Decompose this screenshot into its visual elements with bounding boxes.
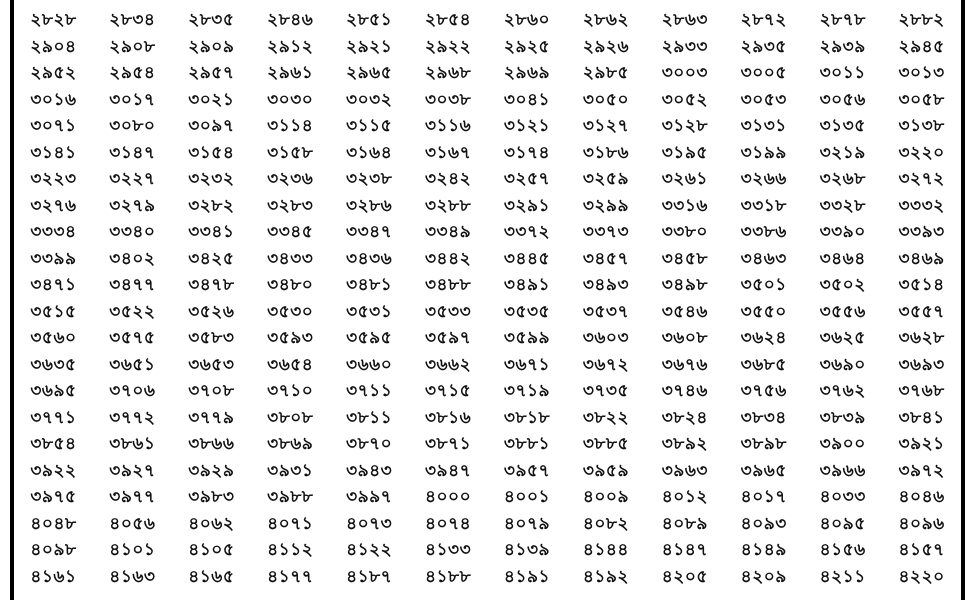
number-cell: ২৮৬০ <box>503 10 551 31</box>
number-cell: ৩৬২৪ <box>740 328 787 349</box>
number-cell: ৩২২৩ <box>30 169 77 190</box>
number-cell: ৪১৭৭ <box>267 566 314 587</box>
number-cell: ৩৭৬৮ <box>898 381 945 402</box>
number-cell: ৩৩৮৬ <box>740 222 787 243</box>
number-cell: ৩২৭৯ <box>109 195 156 216</box>
number-cell: ৪২২০ <box>898 566 945 587</box>
number-cell: ৩৩১৬ <box>661 195 708 216</box>
number-cell: ৩৯২১ <box>898 434 945 455</box>
number-cell: ৩৫৯৩ <box>267 328 314 349</box>
number-cell: ৪০০০ <box>424 487 472 508</box>
number-cell: ৩২৬৬ <box>740 169 787 190</box>
number-cell: ৩০১৩ <box>898 63 945 84</box>
number-cell: ৩২২০ <box>898 142 945 163</box>
number-cell: ৪০০৯ <box>582 487 629 508</box>
number-cell: ৩২৮৬ <box>346 195 393 216</box>
number-cell: ৩৬৫৪ <box>267 354 314 375</box>
number-cell: ৩৯৪৩ <box>346 460 393 481</box>
number-cell: ৩৯০০ <box>819 434 866 455</box>
number-cell: ২৯১২ <box>267 36 314 57</box>
number-cell: ৩১৯৫ <box>661 142 708 163</box>
number-cell: ৩৩৯০ <box>819 222 866 243</box>
number-cell: ৩৫১৪ <box>898 275 945 296</box>
number-cell: ৩৮৭১ <box>424 434 472 455</box>
number-cell: ৪১৮৮ <box>425 566 472 587</box>
number-cell: ৩৪৮৮ <box>424 275 472 296</box>
number-cell: ২৯৮৫ <box>582 63 629 84</box>
number-cell: ৩০৩০ <box>267 89 314 110</box>
number-cell: ৩৪৮০ <box>267 275 314 296</box>
number-cell: ৩৪৯৩ <box>582 275 629 296</box>
number-cell: ৩৬০৮ <box>661 328 708 349</box>
number-cell: ২৯০৮ <box>109 36 156 57</box>
number-cell: ৩৮২৪ <box>661 407 708 428</box>
number-table <box>14 8 961 591</box>
number-cell: ৩১১৪ <box>267 116 314 137</box>
number-cell: ৩১৬৭ <box>424 142 472 163</box>
number-cell: ৩২৬১ <box>661 169 708 190</box>
table-row <box>14 220 961 247</box>
number-cell: ৩৭৬২ <box>819 381 866 402</box>
number-cell: ৩১২৭ <box>582 116 630 137</box>
number-cell: ৩১১৫ <box>346 116 393 137</box>
number-cell: ৩৩৪৭ <box>346 222 393 243</box>
number-cell: ৩২৭২ <box>898 169 945 190</box>
number-cell: ২৯৬৯ <box>503 63 551 84</box>
number-cell: ৩১৫৮ <box>267 142 314 163</box>
number-cell: ৩৮২২ <box>582 407 630 428</box>
number-cell: ৩০৯৭ <box>188 116 235 137</box>
number-cell: ৪০৭৩ <box>346 513 393 534</box>
number-cell: ৩৯২৭ <box>109 460 156 481</box>
number-cell: ৩৬৭১ <box>503 354 551 375</box>
number-cell: ৩৮১৬ <box>424 407 472 428</box>
number-cell: ৪০৯৬ <box>898 513 945 534</box>
number-cell: ২৯০৪ <box>30 36 77 57</box>
table-row <box>14 300 961 327</box>
number-cell: ৩০৫২ <box>661 89 708 110</box>
number-cell: ৩৯২৯ <box>188 460 235 481</box>
table-row <box>14 35 961 62</box>
number-cell: ৩২৫৯ <box>582 169 629 190</box>
number-cell: ৩৭১০ <box>267 381 314 402</box>
number-cell: ৩৪৩৩ <box>267 248 314 269</box>
number-cell: ৩৫২৬ <box>188 301 235 322</box>
number-cell: ৩২৩৬ <box>267 169 314 190</box>
table-row <box>14 485 961 512</box>
number-cell: ৪১৪৭ <box>661 540 708 561</box>
number-cell: ৩৮০৮ <box>267 407 314 428</box>
number-cell: ২৯৬৫ <box>346 63 393 84</box>
number-cell: ৪০৮৯ <box>661 513 708 534</box>
number-cell: ৩৫৫০ <box>740 301 787 322</box>
number-cell: ৪০৪৬ <box>898 487 945 508</box>
number-cell: ৩৯৭৭ <box>109 487 156 508</box>
number-cell: ৩৪৪৫ <box>503 248 551 269</box>
number-cell: ৪২০৯ <box>740 566 787 587</box>
number-cell: ৩১৪১ <box>30 142 77 163</box>
number-cell: ২৯২৫ <box>503 36 551 57</box>
number-cell: ৩৪৯১ <box>503 275 551 296</box>
number-cell: ৩০৪১ <box>503 89 551 110</box>
number-cell: ৩১৮৬ <box>582 142 629 163</box>
number-cell: ৩১৩৫ <box>819 116 866 137</box>
number-cell: ৩৫৫৭ <box>898 301 945 322</box>
number-cell: ৩৬২৮ <box>898 328 945 349</box>
number-cell: ৩০১৭ <box>109 89 156 110</box>
number-cell: ৩১৫৪ <box>188 142 235 163</box>
number-cell: ৪১০১ <box>109 540 156 561</box>
number-cell: ৩০২১ <box>188 89 235 110</box>
table-row <box>14 114 961 141</box>
number-cell: ৩২৯১ <box>503 195 551 216</box>
number-cell: ২৮৭৮ <box>819 10 866 31</box>
number-cell: ৩৪৬৩ <box>740 248 787 269</box>
number-cell: ২৮৬৩ <box>661 10 708 31</box>
number-cell: ৩০১৬ <box>30 89 77 110</box>
number-cell: ৩৭৪৬ <box>661 381 708 402</box>
number-cell: ৩৮৬৬ <box>188 434 235 455</box>
number-cell: ৩৪৭৭ <box>109 275 156 296</box>
number-cell: ৪১৫৭ <box>898 540 945 561</box>
number-cell: ৩০৩৮ <box>424 89 472 110</box>
number-cell: ৪১৩৯ <box>503 540 551 561</box>
number-cell: ৩১৪৭ <box>109 142 156 163</box>
number-cell: ৩৬৭২ <box>582 354 630 375</box>
number-cell: ৩৯৪৭ <box>424 460 472 481</box>
number-cell: ৩৯৬৫ <box>740 460 787 481</box>
number-cell: ৩৬৫১ <box>109 354 156 375</box>
number-cell: ৩৯৩১ <box>267 460 314 481</box>
number-cell: ৩৫৮৩ <box>188 328 235 349</box>
table-row <box>14 247 961 274</box>
number-cell: ৪০৪৮ <box>30 513 77 534</box>
number-cell: ৩৩৮০ <box>661 222 708 243</box>
number-cell: ৪১০৫ <box>188 540 235 561</box>
number-cell: ৩০৫৮ <box>898 89 945 110</box>
number-cell: ৩৮৭০ <box>346 434 393 455</box>
number-cell: ৩৭১৯ <box>503 381 551 402</box>
number-cell: ৪১৬১ <box>30 566 77 587</box>
number-cell: ৩৫৭৫ <box>109 328 156 349</box>
table-row <box>14 326 961 353</box>
number-cell: ৩০০৩ <box>661 63 708 84</box>
number-cell: ৩৫৩৩ <box>424 301 472 322</box>
number-cell: ৩৬৮৫ <box>740 354 787 375</box>
number-cell: ৩০৫৩ <box>740 89 787 110</box>
number-cell: ৩৪২৫ <box>188 248 235 269</box>
number-cell: ৩৫৯৭ <box>424 328 472 349</box>
table-row <box>14 565 961 592</box>
number-cell: ৩৬৯৫ <box>30 381 77 402</box>
number-cell: ৩৫১৫ <box>30 301 77 322</box>
number-cell: ৩১২১ <box>503 116 551 137</box>
number-cell: ৩৯৭২ <box>898 460 945 481</box>
number-cell: ৩৮৮৫ <box>582 434 629 455</box>
number-cell: ৩৭০৮ <box>188 381 235 402</box>
number-cell: ৩৫৩১ <box>346 301 393 322</box>
number-cell: ২৮৪৬ <box>267 10 314 31</box>
number-cell: ৩১৬৪ <box>346 142 393 163</box>
number-cell: ৪১৯১ <box>503 566 551 587</box>
number-cell: ৩৬৯০ <box>819 354 866 375</box>
number-cell: ২৯৫৪ <box>109 63 156 84</box>
number-cell: ২৯৫৭ <box>188 63 235 84</box>
number-cell: ৩৯৭৫ <box>30 487 77 508</box>
number-cell: ৩১২৮ <box>661 116 708 137</box>
number-cell: ২৯৫২ <box>30 63 77 84</box>
table-row <box>14 8 961 35</box>
number-cell: ৪২১১ <box>819 566 866 587</box>
number-cell: ৩২৬৮ <box>819 169 866 190</box>
number-cell: ৪১৫৬ <box>819 540 866 561</box>
number-cell: ৩০১১ <box>819 63 866 84</box>
table-row <box>14 167 961 194</box>
number-cell: ৩৮৬৯ <box>267 434 314 455</box>
number-cell: ২৮৫১ <box>346 10 393 31</box>
number-cell: ৩৯৬৬ <box>819 460 866 481</box>
number-cell: ৩৪৬৯ <box>898 248 945 269</box>
number-cell: ৩৩২৮ <box>819 195 866 216</box>
number-cell: ৪০৭৪ <box>424 513 472 534</box>
number-cell: ৩৮৬১ <box>109 434 156 455</box>
number-cell: ৩০৫৬ <box>819 89 866 110</box>
number-cell: ৩৭৭২ <box>109 407 156 428</box>
number-cell: ২৮৩৫ <box>188 10 235 31</box>
number-cell: ৩৬৫৩ <box>188 354 235 375</box>
number-cell: ২৯০৯ <box>188 36 235 57</box>
number-cell: ৩৮৯৮ <box>740 434 787 455</box>
number-cell: ৩০৩২ <box>346 89 393 110</box>
number-cell: ৩৭৭১ <box>30 407 77 428</box>
number-cell: ২৯৪৫ <box>898 36 945 57</box>
number-cell: ৩৮১১ <box>346 407 393 428</box>
number-cell: ২৯৩৫ <box>740 36 787 57</box>
number-cell: ২৯৩৩ <box>661 36 708 57</box>
number-cell: ৩৪৩৬ <box>346 248 393 269</box>
number-cell: ৩৪৮১ <box>346 275 393 296</box>
table-row <box>14 141 961 168</box>
number-cell: ৩৫৩৭ <box>582 301 630 322</box>
number-cell: ৩৪৬৪ <box>819 248 866 269</box>
number-cell: ২৯২৬ <box>582 36 630 57</box>
number-cell: ৩৭৩৫ <box>582 381 630 402</box>
number-cell: ৩৫০১ <box>740 275 787 296</box>
table-row <box>14 538 961 565</box>
number-cell: ৩৩৪৫ <box>267 222 314 243</box>
number-cell: ৪০৯৮ <box>30 540 77 561</box>
number-cell: ৩৬০৩ <box>582 328 630 349</box>
number-cell: ৪০১৭ <box>740 487 787 508</box>
number-cell: ৩৩১৮ <box>740 195 787 216</box>
number-cell: ৪১৬৫ <box>188 566 235 587</box>
table-row <box>14 379 961 406</box>
number-cell: ৩৭৭৯ <box>188 407 235 428</box>
number-cell: ৩২৮২ <box>188 195 235 216</box>
number-cell: ৩২৮৩ <box>267 195 314 216</box>
number-cell: ৩২৪২ <box>424 169 472 190</box>
number-cell: ৩০৭১ <box>30 116 77 137</box>
number-cell: ৩৫৬০ <box>30 328 77 349</box>
number-cell: ৩৬৭৬ <box>661 354 708 375</box>
number-cell: ৪২০৫ <box>661 566 708 587</box>
table-row <box>14 194 961 221</box>
number-cell: ৩৫৯৫ <box>346 328 393 349</box>
table-row <box>14 273 961 300</box>
number-cell: ৩৫০২ <box>819 275 866 296</box>
number-cell: ৩০৫০ <box>582 89 630 110</box>
number-cell: ৪০৫৬ <box>109 513 156 534</box>
table-row <box>14 459 961 486</box>
number-cell: ৩৩৩৪ <box>30 222 77 243</box>
number-cell: ৩৪৫৮ <box>661 248 708 269</box>
number-cell: ৪০৯৫ <box>819 513 866 534</box>
number-cell: ৩৮৯২ <box>661 434 708 455</box>
table-row <box>14 512 961 539</box>
number-cell: ৩২৩৮ <box>346 169 393 190</box>
number-cell: ৪০৭১ <box>267 513 314 534</box>
number-cell: ৩১৩১ <box>740 116 787 137</box>
number-cell: ২৮৬২ <box>582 10 630 31</box>
number-cell: ৩৩৪৯ <box>424 222 472 243</box>
number-cell: ৩৪৪২ <box>424 248 472 269</box>
number-cell: ৩০৮০ <box>109 116 156 137</box>
number-cell: ৩১১৬ <box>424 116 472 137</box>
number-cell: ৩৬৯৩ <box>898 354 945 375</box>
number-cell: ৩৫২২ <box>109 301 156 322</box>
number-cell: ৩৩৪০ <box>109 222 156 243</box>
number-cell: ২৮২৮ <box>30 10 77 31</box>
number-cell: ৪১১২ <box>267 540 314 561</box>
number-cell: ৩৯২২ <box>30 460 77 481</box>
number-cell: ৪১৪৪ <box>582 540 629 561</box>
number-cell: ৪০৭৯ <box>503 513 551 534</box>
number-cell: ৩৩৪১ <box>188 222 235 243</box>
number-cell: ৩৪৫৭ <box>582 248 629 269</box>
number-cell: ৩৫৫৬ <box>819 301 866 322</box>
number-cell: ৪১২২ <box>346 540 393 561</box>
number-cell: ৩৭১৫ <box>424 381 472 402</box>
number-cell: ৩৯৫৯ <box>582 460 629 481</box>
number-cell: ৩২১৯ <box>819 142 866 163</box>
number-cell: ৩৬৬০ <box>346 354 393 375</box>
number-cell: ৩৯৬৩ <box>661 460 708 481</box>
number-cell: ৩৮৩৪ <box>740 407 787 428</box>
number-cell: ৩২৭৬ <box>30 195 77 216</box>
number-cell: ৩৫৯৯ <box>503 328 551 349</box>
number-cell: ৩৮৪১ <box>898 407 945 428</box>
table-row <box>14 406 961 433</box>
number-cell: ২৮৫৪ <box>424 10 472 31</box>
number-cell: ৩৯৫৭ <box>503 460 551 481</box>
number-cell: ৪০৯৩ <box>740 513 787 534</box>
number-cell: ৩২৩২ <box>188 169 235 190</box>
number-cell: ৩৬২৫ <box>819 328 866 349</box>
number-cell: ৩২৮৮ <box>424 195 472 216</box>
number-cell: ৪১৮৭ <box>346 566 393 587</box>
number-cell: ৩৭১১ <box>346 381 393 402</box>
table-row <box>14 353 961 380</box>
number-cell: ৩৮৫৪ <box>30 434 77 455</box>
number-cell: ২৮৮২ <box>898 10 945 31</box>
table-row <box>14 88 961 115</box>
number-cell: ৪১৪৯ <box>740 540 787 561</box>
number-cell: ৩৬৬২ <box>424 354 472 375</box>
number-cell: ২৮৩৪ <box>109 10 156 31</box>
number-cell: ৩৫৩০ <box>267 301 314 322</box>
number-cell: ২৯৩৯ <box>819 36 866 57</box>
number-cell: ৩১৩৮ <box>898 116 945 137</box>
number-cell: ৩৪৭৮ <box>188 275 235 296</box>
number-cell: ৪০১২ <box>661 487 708 508</box>
number-cell: ৩২৫৭ <box>503 169 551 190</box>
number-cell: ৩৪৭১ <box>30 275 77 296</box>
number-cell: ৩৯৮৩ <box>188 487 235 508</box>
number-cell: ২৮৭২ <box>740 10 787 31</box>
number-cell: ৩৯৮৮ <box>267 487 314 508</box>
number-cell: ৩২২৭ <box>109 169 156 190</box>
number-cell: ৩৮৩৯ <box>819 407 866 428</box>
number-cell: ৩৩৭৩ <box>582 222 630 243</box>
number-cell: ৩৩৯৯ <box>30 248 77 269</box>
number-cell: ৩৭০৬ <box>109 381 156 402</box>
number-cell: ৩১৭৪ <box>503 142 551 163</box>
number-cell: ২৯২২ <box>424 36 472 57</box>
number-cell: ৩৫৪৬ <box>661 301 708 322</box>
number-cell: ২৯২১ <box>346 36 393 57</box>
number-cell: ৪০০১ <box>503 487 551 508</box>
table-row <box>14 61 961 88</box>
number-cell: ৩৩৯৩ <box>898 222 945 243</box>
number-cell: ৩২৯৯ <box>582 195 629 216</box>
number-cell: ৩৬৩৫ <box>30 354 77 375</box>
number-cell: ৩৭৫৬ <box>740 381 787 402</box>
number-cell: ৪০৩৩ <box>819 487 866 508</box>
number-cell: ২৯৬১ <box>267 63 314 84</box>
number-cell: ৩৩৩২ <box>898 195 945 216</box>
number-cell: ৪০৮২ <box>582 513 629 534</box>
number-cell: ৩৪০২ <box>109 248 156 269</box>
number-cell: ৩৩৭২ <box>503 222 551 243</box>
number-cell: ৩৯৯৭ <box>346 487 393 508</box>
number-cell: ৩১৯৯ <box>740 142 787 163</box>
number-cell: ৩০০৫ <box>740 63 787 84</box>
number-cell: ৩৮৮১ <box>503 434 551 455</box>
number-cell: ৩৫৩৫ <box>503 301 551 322</box>
number-cell: ৪১৯২ <box>582 566 629 587</box>
number-cell: ৩৮১৮ <box>503 407 551 428</box>
table-row <box>14 432 961 459</box>
number-cell: ৩৪৯৮ <box>661 275 708 296</box>
number-cell: ৪০৬২ <box>188 513 235 534</box>
number-cell: ৪১৩৩ <box>424 540 472 561</box>
number-cell: ২৯৬৮ <box>424 63 472 84</box>
number-cell: ৪১৬৩ <box>109 566 156 587</box>
